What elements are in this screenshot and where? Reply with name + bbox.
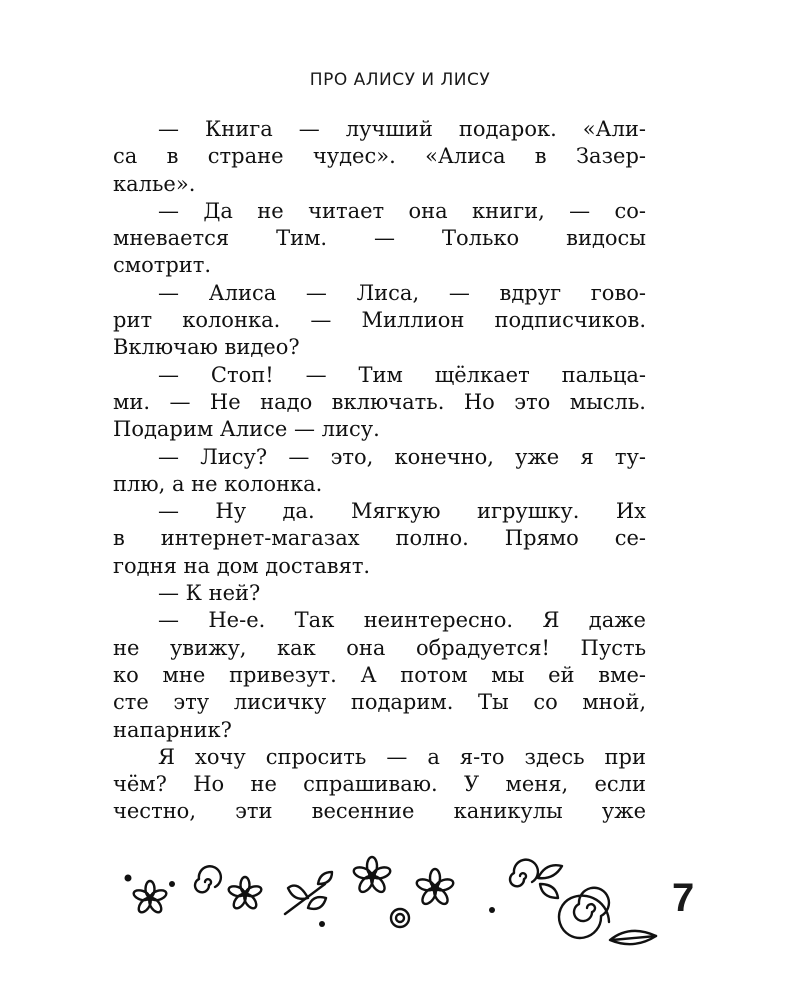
text-line: рит колонка. — Миллион подписчиков. [113, 308, 646, 333]
text-line: Включаю видео? [113, 335, 300, 360]
text-line: честно, эти весенние каникулы уже [113, 799, 646, 824]
paragraph [113, 744, 646, 826]
text-line: в интернет-магазах полно. Прямо се- [113, 526, 646, 551]
paragraph [113, 580, 646, 607]
text-line: ми. — Не надо включать. Но это мысль. [113, 389, 646, 414]
text-line: ко мне привезут. А потом мы ей вме- [113, 662, 646, 687]
paragraph [113, 444, 646, 499]
text-line: плю, а не колонка. [113, 471, 323, 496]
text-line: — Лису? — это, конечно, уже я ту- [158, 444, 646, 469]
paragraph [113, 198, 646, 280]
paragraph [113, 116, 646, 198]
paragraph [113, 362, 646, 444]
text-line: напарник? [113, 717, 232, 742]
text-line: Подарим Алисе — лису. [113, 417, 380, 442]
text-line: годня на дом доставят. [113, 553, 371, 578]
text-line: — Ну да. Мягкую игрушку. Их [158, 499, 646, 524]
body-text [113, 116, 646, 826]
text-line: чём? Но не спрашиваю. У меня, если [113, 772, 646, 797]
paragraph [113, 280, 646, 362]
doodle-flowers-and-spirals-ornament [110, 848, 670, 960]
paragraph [113, 607, 646, 743]
text-line: не увижу, как она обрадуется! Пусть [113, 635, 646, 660]
text-line: сте эту лисичку подарим. Ты со мной, [113, 690, 646, 715]
text-line: са в стране чудес». «Алиса в Зазер- [113, 144, 646, 169]
text-line: Я хочу спросить — а я-то здесь при [158, 744, 646, 769]
text-line: — Не-е. Так неинтересно. Я даже [158, 608, 646, 633]
text-line: — Стоп! — Тим щёлкает пальца- [158, 362, 646, 387]
text-line: мневается Тим. — Только видосы [113, 226, 646, 251]
text-line: — Книга — лучший подарок. «Али- [158, 117, 646, 141]
text-line: — Да не читает она книги, — со- [158, 198, 646, 223]
text-line: — Алиса — Лиса, — вдруг гово- [158, 280, 646, 305]
page-number: 7 [672, 876, 695, 920]
running-header: ПРО АЛИСУ И ЛИСУ [309, 70, 491, 90]
text-line: смотрит. [113, 253, 212, 278]
paragraph [113, 498, 646, 580]
text-line: — К ней? [158, 581, 261, 606]
text-line: калье». [113, 171, 196, 196]
